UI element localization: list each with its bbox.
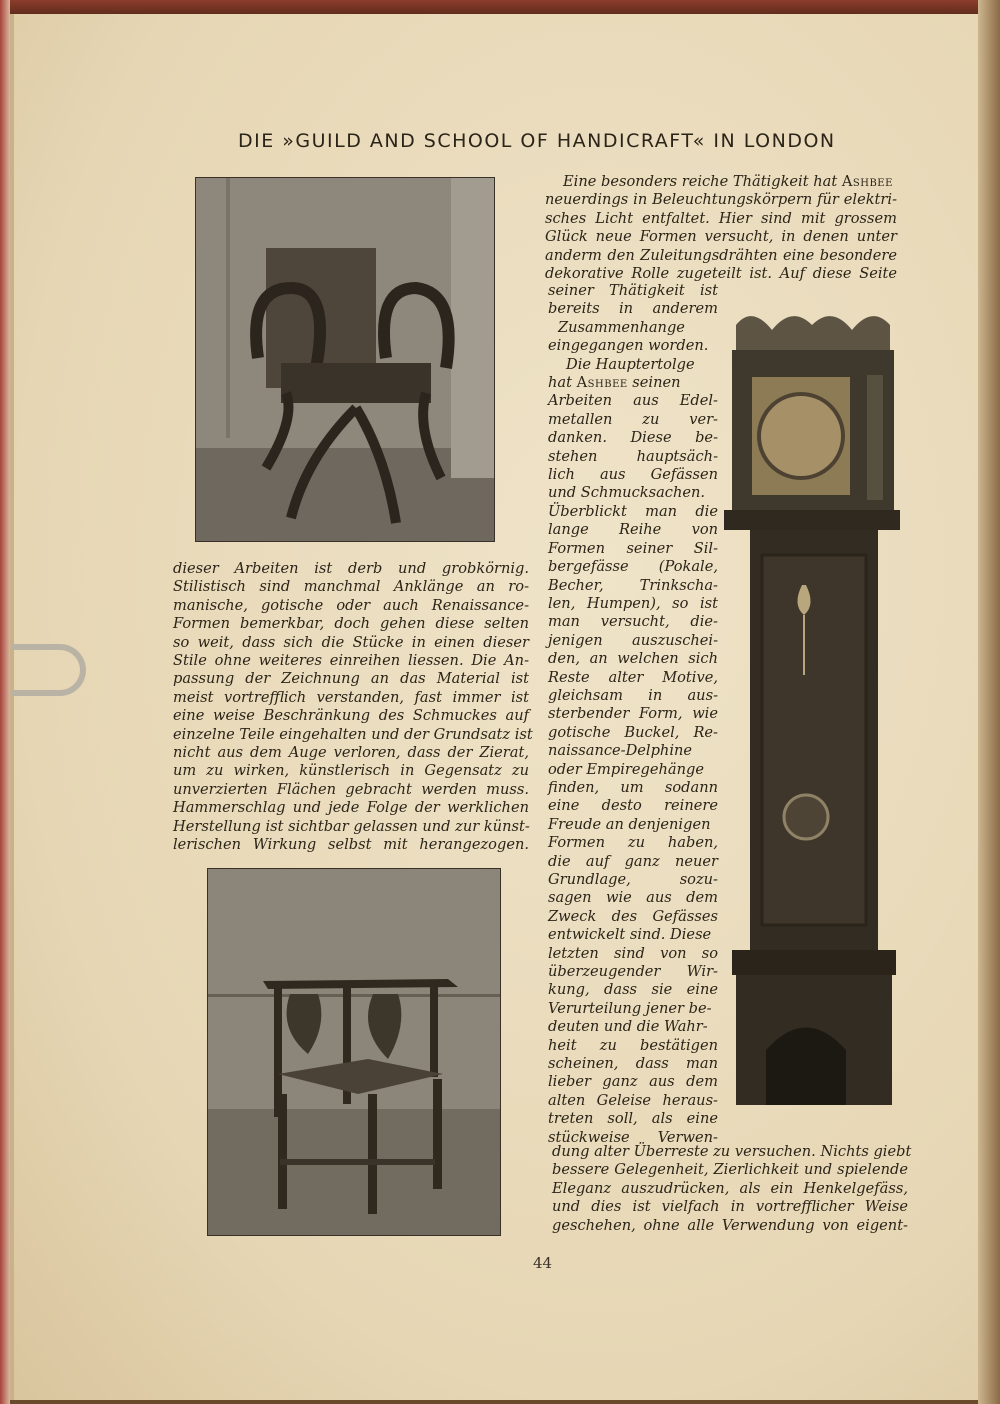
page-number: 44 (533, 1254, 553, 1272)
text-line: Eleganz auszudrücken, als ein Henkelgefäss, (552, 1179, 908, 1197)
text-line: danken. Diese be- (548, 429, 718, 447)
text-line: Herstellung ist sichtbar gelassen und zur künst- (173, 817, 530, 835)
text-line: lerischen Wirkung selbst mit herangezogen. (173, 836, 529, 854)
text-line: Zweck des Gefässes (548, 907, 718, 925)
text-line: Verurteilung jener be- (548, 999, 712, 1017)
text-line: um zu wirken, künstlerisch in Gegensatz zu (173, 762, 529, 780)
text-line: nicht aus dem Auge verloren, dass der Zierat, (173, 744, 529, 762)
page-header: DIE »GUILD AND SCHOOL OF HANDICRAFT« IN LONDON (238, 130, 836, 152)
text-line: eine desto reinere (548, 797, 718, 815)
text-line: hat Ashbee seinen (548, 374, 681, 392)
text-line: alten Geleise heraus- (548, 1091, 718, 1109)
text-line: bessere Gelegenheit, Zierlichkeit und spielende (552, 1161, 908, 1179)
armchair-photo (195, 177, 495, 542)
text-line: lange Reihe von (548, 521, 718, 539)
text-line: naissance-Delphine (548, 742, 693, 760)
text-line: bergefässe (Pokale, (548, 558, 718, 576)
text-line: Arbeiten aus Edel- (548, 392, 718, 410)
corner-chair-photo (207, 868, 501, 1236)
armchair-illustration (196, 178, 494, 541)
text-line: sches Licht entfaltet. Hier sind mit grossem (545, 209, 897, 227)
text-line: seiner Thätigkeit ist (548, 282, 718, 299)
text-line: Becher, Trinkscha- (548, 576, 718, 594)
paper-clip (12, 644, 86, 696)
text-line: lieber ganz aus dem (548, 1073, 718, 1091)
text-line: letzten sind von so (548, 944, 718, 962)
text-line: unverzierten Flächen gebracht werden muss. (173, 780, 529, 798)
text-line: finden, um sodann (548, 778, 718, 796)
text-line: überzeugender Wir- (548, 963, 718, 981)
text-line: Formen seiner Sil- (548, 539, 718, 557)
text-line: heit zu bestätigen (548, 1036, 718, 1054)
name-ashbee: Ashbee (841, 173, 893, 190)
corner-chair-illustration (208, 869, 500, 1235)
text-line: stehen hauptsäch- (548, 447, 718, 465)
text-line: passung der Zeichnung an das Material ist (173, 670, 529, 688)
text-line: geschehen, ohne alle Verwendung von eigent- (552, 1216, 908, 1234)
text-line: Hammerschlag und jede Folge der werklichen (173, 799, 529, 817)
text-line: Die Hauptertolge (566, 355, 695, 373)
tall-clock-illustration (722, 305, 900, 1115)
text-line: Überblickt man die (548, 502, 718, 520)
text-line: neuerdings in Beleuchtungskörpern für elektri- (545, 191, 897, 209)
text-line: kung, dass sie eine (548, 981, 718, 999)
text-line: bereits in anderem (548, 300, 718, 318)
text-line: oder Empiregehänge (548, 760, 704, 778)
text-line: len, Humpen), so ist (548, 594, 718, 612)
text-line: stückweise Verwen- (548, 1128, 718, 1146)
text-line: man versucht, die- (548, 613, 718, 631)
text-line: einzelne Teile eingehalten und der Grundsatz ist (173, 725, 533, 743)
text-line: Glück neue Formen versucht, in denen unter (545, 228, 897, 246)
text-line: eine weise Beschränkung des Schmuckes auf (173, 707, 529, 725)
text-line: scheinen, dass man (548, 1055, 718, 1073)
text-line: jenigen auszuschei- (548, 631, 718, 649)
text-line: sagen wie aus dem (548, 889, 718, 907)
text-line: lich aus Gefässen (548, 466, 718, 484)
text-line: und Schmucksachen. (548, 484, 706, 502)
text-line: gotische Buckel, Re- (548, 723, 718, 741)
narrow-column-text (548, 282, 718, 1147)
text-line: Grundlage, sozu- (548, 871, 718, 888)
text-line: treten soll, als eine (548, 1110, 718, 1128)
text-line: anderm den Zuleitungsdrähten eine besondere (545, 246, 897, 264)
text-line: Reste alter Motive, (548, 668, 718, 686)
tall-clock-photo (722, 305, 900, 1115)
text-line: Stilistisch sind manchmal Anklänge an ro- (173, 578, 529, 596)
text-line: und dies ist vielfach in vortrefflicher Weise (552, 1198, 908, 1216)
text-line: metallen zu ver- (548, 410, 718, 428)
text-line: dung alter Überreste zu versuchen. Nichts giebt (552, 1143, 912, 1160)
bottom-right-paragraph (552, 1143, 912, 1235)
text-line: die auf ganz neuer (548, 852, 718, 870)
text-line: den, an welchen sich (548, 650, 718, 668)
text-line: gleichsam in aus- (548, 686, 718, 704)
text-line: eingegangen worden. (548, 337, 709, 355)
left-column-text (173, 560, 533, 855)
text-line: sterbender Form, wie (548, 705, 718, 723)
text-line: dieser Arbeiten ist derb und grobkörnig. (173, 560, 529, 577)
book-right-edge (978, 0, 1000, 1404)
text-line: so weit, dass sich die Stücke in einen dieser (173, 633, 529, 651)
text-line: Formen bemerkbar, doch gehen diese selten (173, 615, 529, 633)
text-line: dekorative Rolle zugeteilt ist. Auf diese Seite (545, 265, 897, 283)
book-left-edge (0, 0, 10, 1404)
text-line: Stile ohne weiteres einreihen liessen. Die An- (173, 652, 529, 670)
text-line: deuten und die Wahr- (548, 1018, 708, 1036)
text-line: Zusammenhange (558, 318, 685, 336)
text-line: meist vortrefflich verstanden, fast immer ist (173, 688, 529, 706)
text-line: Formen zu haben, (548, 834, 718, 852)
text-line: entwickelt sind. Diese (548, 926, 712, 944)
text-line: Freude an denjenigen (548, 815, 711, 833)
text-line: manische, gotische oder auch Renaissance- (173, 596, 529, 614)
name-ashbee: Ashbee (576, 374, 628, 392)
text-line: Eine besonders reiche Thätigkeit hat Ashbee (563, 173, 893, 190)
top-right-paragraph (545, 173, 897, 283)
